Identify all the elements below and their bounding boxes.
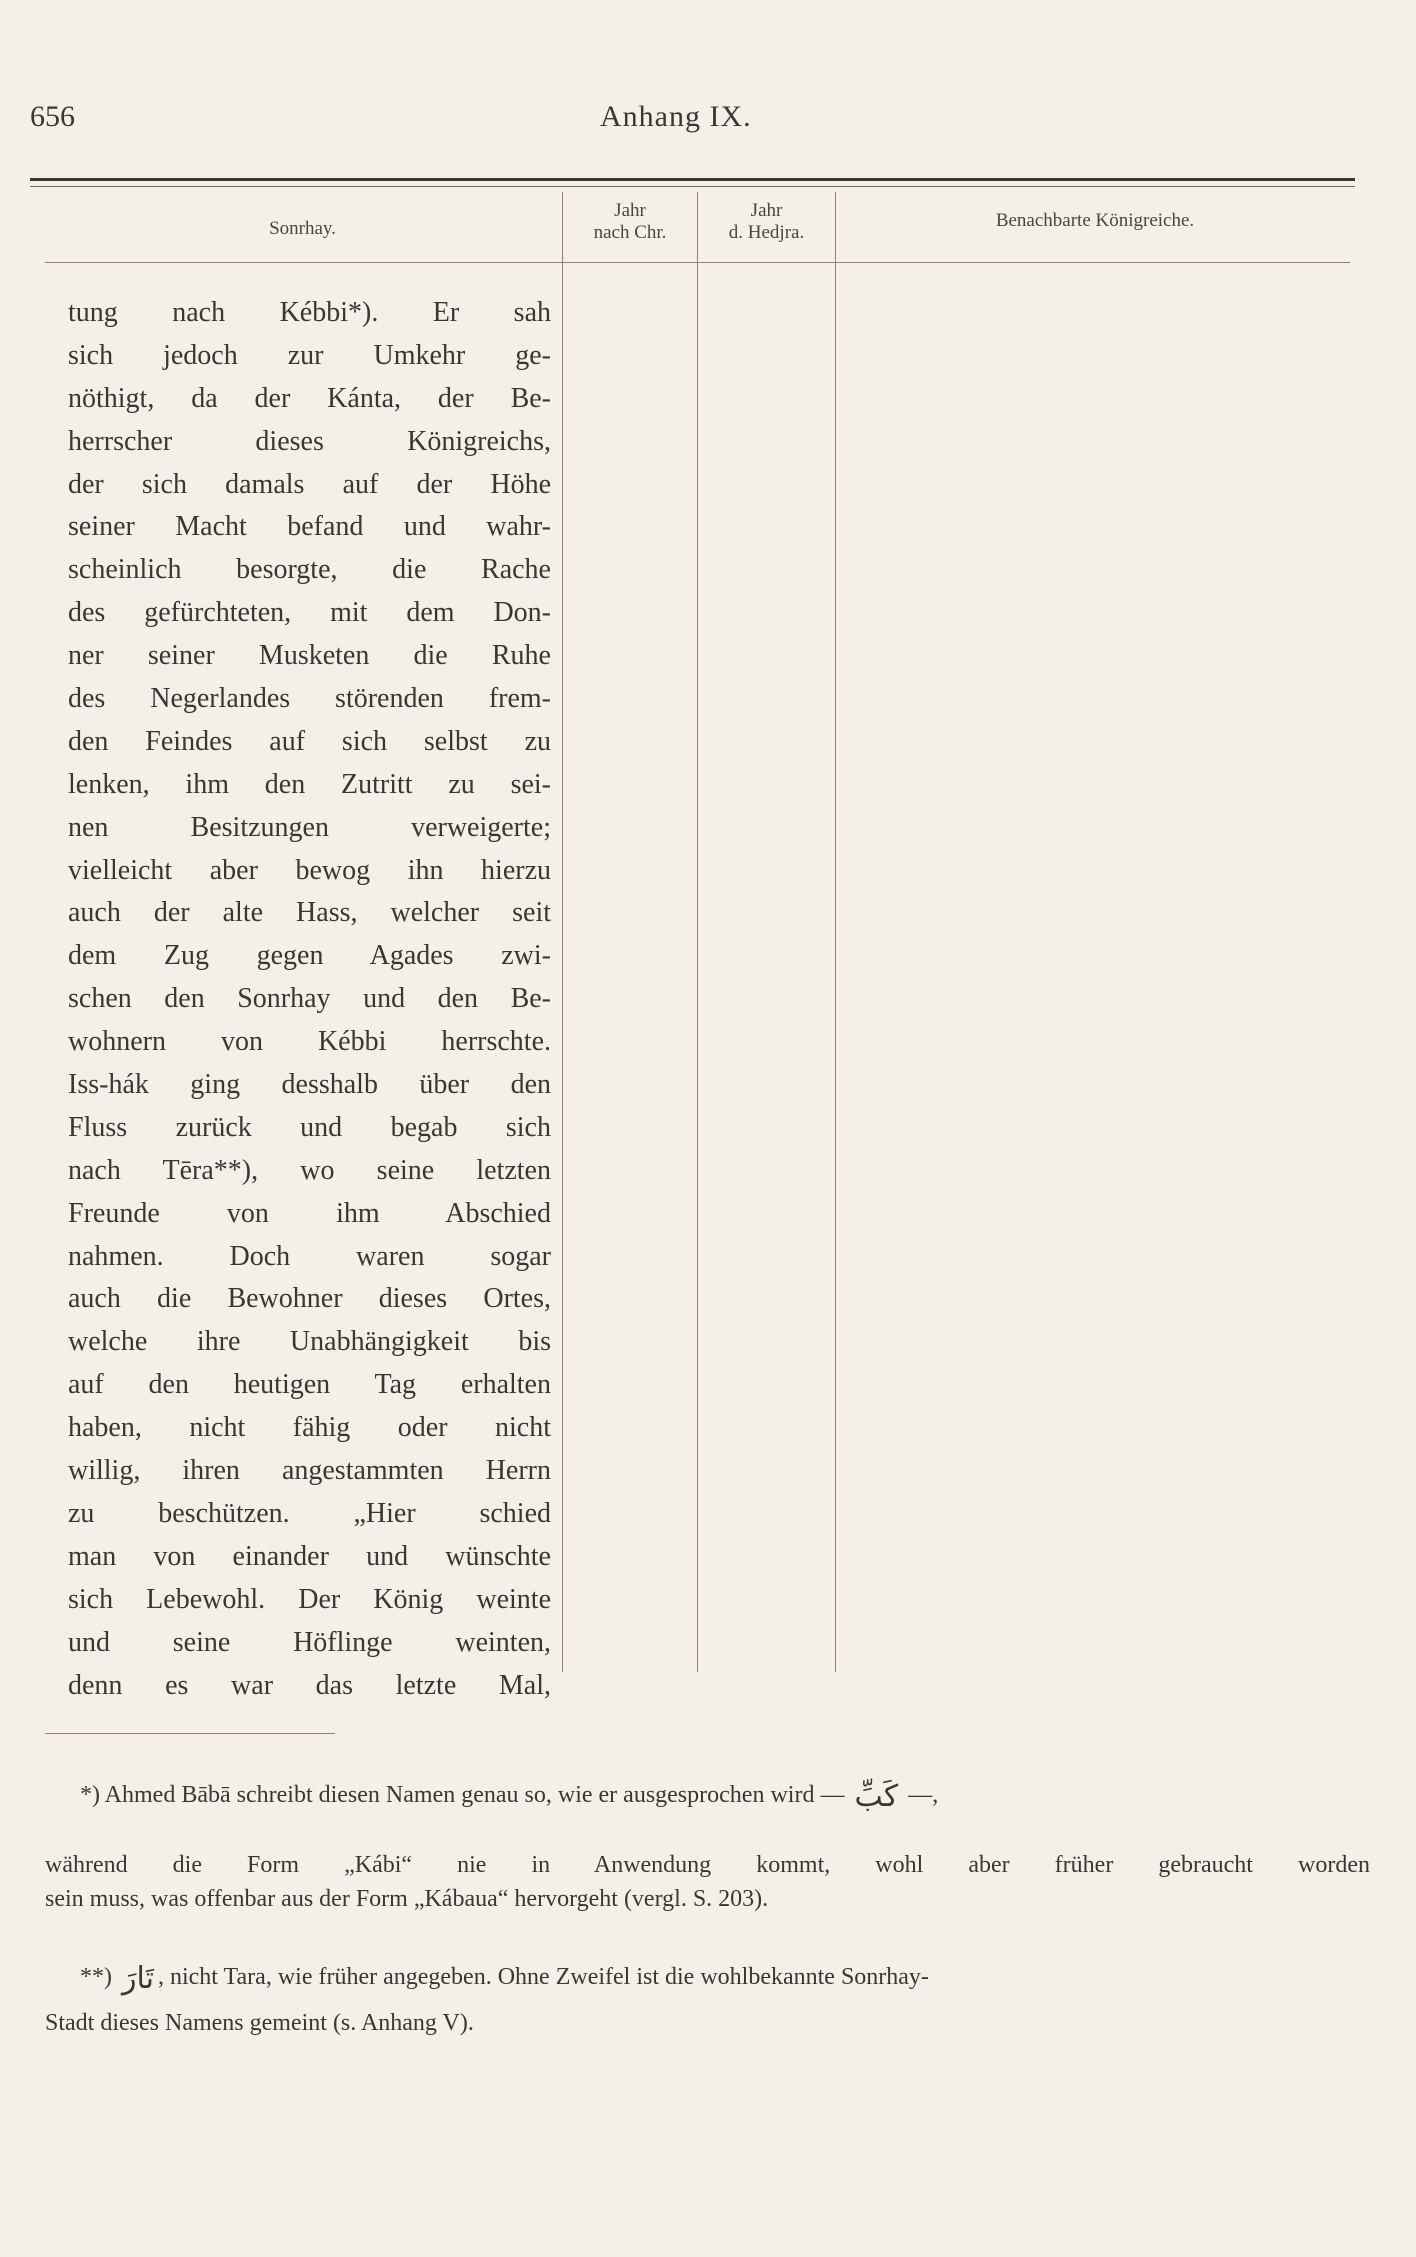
column-divider-2: [697, 192, 698, 1672]
footnote-2-line-1: [80, 1960, 929, 1996]
footnote-2-arabic: تَارَ: [122, 1961, 154, 1996]
footnote-2-line-2: Stadt dieses Namens gemeint (s. Anhang V).: [45, 2010, 474, 2036]
text-line: des Negerlandes störenden frem-: [68, 683, 551, 715]
top-rule-thin: [30, 186, 1355, 187]
column-header-jahr-chr: [564, 200, 696, 244]
text-line: seiner Macht befand und wahr-: [68, 511, 551, 543]
footnote-1-end: —,: [908, 1782, 939, 1808]
sonrhay-column-text: [68, 292, 551, 1707]
text-line: ner seiner Musketen die Ruhe: [68, 640, 551, 672]
column-divider-1: [562, 192, 563, 1672]
footnote-rule: [45, 1733, 335, 1734]
running-head: Anhang IX.: [600, 100, 752, 133]
footnote-1-line-2: während die Form „Kábi“ nie in Anwendung kommt, wohl aber früher gebraucht worden: [45, 1852, 1370, 1878]
text-line: tung nach Kébbi*). Er sah: [68, 297, 551, 328]
column-header-jahr-chr-line2: nach Chr.: [593, 222, 667, 243]
column-header-jahr-hedjra-line2: d. Hedjra.: [728, 222, 805, 243]
text-line: herrscher dieses Königreichs,: [68, 425, 551, 457]
text-line: auch die Bewohner dieses Ortes,: [68, 1283, 551, 1315]
column-header-koenigreiche: Benachbarte Königreiche.: [995, 210, 1195, 231]
text-line: vielleicht aber bewog ihn hierzu: [68, 854, 551, 886]
text-line: welche ihre Unabhängigkeit bis: [68, 1326, 551, 1358]
column-header-jahr-hedjra: [699, 200, 834, 244]
column-header-jahr-chr-line1: Jahr: [614, 200, 646, 221]
text-line: haben, nicht fähig oder nicht: [68, 1412, 551, 1444]
text-line: schen den Sonrhay und den Be-: [68, 983, 551, 1015]
text-line: man von einander und wünschte: [68, 1540, 551, 1572]
text-line: nen Besitzungen verweigerte;: [68, 811, 551, 843]
column-header-jahr-hedjra-line1: Jahr: [750, 200, 783, 221]
text-line: dem Zug gegen Agades zwi-: [68, 940, 551, 972]
text-line: scheinlich besorgte, die Rache: [68, 554, 551, 586]
text-line: lenken, ihm den Zutritt zu sei-: [68, 768, 551, 800]
text-line: zu beschützen. „Hier schied: [68, 1497, 551, 1529]
text-line: der sich damals auf der Höhe: [68, 468, 551, 500]
text-line: willig, ihren angestammten Herrn: [68, 1455, 551, 1487]
text-line: Fluss zurück und begab sich: [68, 1111, 551, 1143]
top-rule: [30, 178, 1355, 181]
text-line: und seine Höflinge weinten,: [68, 1626, 551, 1658]
text-line: Freunde von ihm Abschied: [68, 1197, 551, 1229]
footnote-1-line-1: [80, 1778, 938, 1814]
text-line: sich Lebewohl. Der König weinte: [68, 1583, 551, 1615]
text-line: wohnern von Kébbi herrschte.: [68, 1026, 551, 1058]
text-line: nöthigt, da der Kánta, der Be-: [68, 382, 551, 414]
text-line: den Feindes auf sich selbst zu: [68, 725, 551, 757]
footnote-1-text: *) Ahmed Bābā schreibt diesen Namen genau so, wie er ausgesprochen wird —: [80, 1782, 845, 1808]
text-line: auf den heutigen Tag erhalten: [68, 1369, 551, 1401]
text-line: des gefürchteten, mit dem Don-: [68, 597, 551, 629]
footnote-2-text: , nicht Tara, wie früher angegeben. Ohne Zweifel ist die wohlbekannte Sonrhay-: [157, 1964, 929, 1990]
text-line: nahmen. Doch waren sogar: [68, 1240, 551, 1272]
text-line: sich jedoch zur Umkehr ge-: [68, 339, 551, 371]
text-line: Iss-hák ging desshalb über den: [68, 1069, 551, 1101]
footnote-1-line-3: sein muss, was offenbar aus der Form „Kábaua“ hervorgeht (vergl. S. 203).: [45, 1886, 769, 1912]
column-divider-3: [835, 192, 836, 1672]
page-number: 656: [30, 100, 75, 133]
footnote-1-arabic: كَبِّ: [854, 1779, 899, 1814]
text-line: auch der alte Hass, welcher seit: [68, 897, 551, 929]
footnote-2-marker: **): [80, 1964, 112, 1990]
text-line: denn es war das letzte Mal,: [68, 1669, 551, 1701]
column-header-sonrhay: Sonrhay.: [269, 218, 336, 239]
text-line: nach Tēra**), wo seine letzten: [68, 1154, 551, 1186]
